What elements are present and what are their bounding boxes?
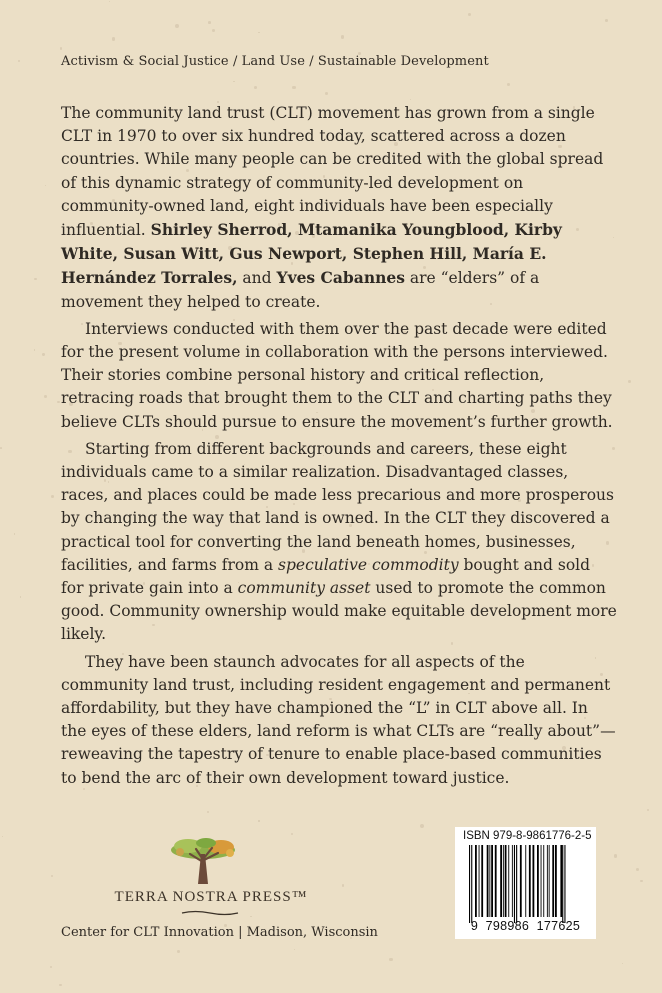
blurb-paragraph-3: Starting from different backgrounds and careers, these eight individuals came to a similar realization. Disadvantaged classes, races, and places could be made less precarious and more prosperous by changing the way that land is owned. In the CLT they discovered a practical tool for converting the land beneath homes, businesses, facilities, and farms from a speculative commodity bought and sold for private gain into a community asset used to promote the common good. Community ownership would make equitable development more likely.	[61, 439, 617, 644]
category-line: Activism & Social Justice / Land Use / Sustainable Development	[61, 54, 489, 69]
paper-speck	[207, 811, 209, 813]
paper-speck	[420, 824, 424, 828]
paper-speck	[291, 833, 293, 835]
blurb-paragraph-1: The community land trust (CLT) movement has grown from a single CLT in 1970 to over six hundred today, scattered across a dozen countries. While many people can be credited with the global spread of this dynamic strategy of community-led development on community-owned land, eight individuals have been especially influential. Shirley Sherrod, Mtamanika Youngblood, Kirby White, Susan Witt, Gus Newport, Stephen Hill, María E. Hernández Torrales, and Yves Cabannes are “elders” of a movement they helped to create.	[61, 104, 604, 311]
paper-speck	[2, 836, 4, 838]
publisher-location: Center for CLT Innovation | Madison, Wisconsin	[61, 925, 378, 940]
paper-speck	[50, 966, 52, 968]
paper-speck	[647, 809, 649, 811]
paper-speck	[258, 820, 259, 821]
barcode-bars	[467, 845, 587, 923]
paper-speck	[57, 401, 60, 404]
barcode-number: 9 798986 177625	[470, 919, 581, 933]
swash-divider	[180, 908, 240, 918]
paper-speck	[254, 86, 257, 89]
paper-speck	[60, 47, 62, 49]
elder-name-last: Yves Cabannes	[276, 268, 405, 288]
paper-speck	[622, 963, 623, 964]
paper-speck	[112, 37, 115, 40]
paper-speck	[292, 86, 296, 90]
blurb-paragraph-4: They have been staunch advocates for all aspects of the community land trust, including resident engagement and permanent affordability, but they have championed the “L” in CLT above all. In the eyes of these elders, land reform is what CLTs are “really about”—reweaving the tapestry of tenure to enable place-based communities to bend the arc of their own development toward justice.	[61, 652, 616, 787]
barcode-guard-bar	[471, 845, 472, 923]
barcode-guard-bar	[562, 845, 563, 923]
barcode-bar	[552, 845, 554, 917]
barcode-box	[455, 827, 596, 939]
paper-speck	[628, 380, 632, 384]
barcode-bar	[541, 845, 542, 917]
paper-speck	[614, 854, 618, 858]
barcode-bar	[512, 845, 513, 917]
barcode-guard-bar	[514, 845, 515, 923]
barcode-bar	[479, 845, 480, 917]
blurb-paragraph-2: Interviews conducted with them over the past decade were edited for the present volume in collaboration with the persons interviewed. Their stories combine personal history and critical reflection, retracing roads that brought them to the CLT and charting paths they believe CLTs should pursue to ensure the movement’s further growth.	[61, 319, 613, 431]
barcode-bar	[481, 845, 483, 917]
paper-speck	[640, 880, 642, 882]
barcode-bar	[503, 845, 504, 917]
paper-speck	[175, 24, 179, 28]
emphasis-speculative: speculative commodity	[278, 555, 459, 574]
isbn-label: ISBN 979-8-9861776-2-5	[463, 830, 592, 842]
barcode-bar	[475, 845, 477, 917]
paper-speck	[258, 32, 260, 34]
elder-names: Shirley Sherrod, Mtamanika Youngblood, Kirby White, Susan Witt, Gus Newport, Stephen Hill, María E. Hernández Torrales,	[61, 220, 562, 288]
barcode-guard-bar	[516, 845, 517, 923]
barcode-bar	[549, 845, 550, 917]
barcode-bar	[529, 845, 531, 917]
paper-speck	[44, 395, 47, 398]
barcode-bar	[537, 845, 539, 917]
paper-speck	[389, 958, 392, 961]
paper-speck	[18, 60, 20, 62]
paper-speck	[177, 950, 180, 953]
paper-speck	[250, 916, 251, 917]
paper-speck	[109, 1, 110, 2]
barcode-bar	[525, 845, 526, 917]
emphasis-community-asset: community asset	[237, 579, 371, 598]
barcode-bar	[547, 845, 548, 917]
publisher-name: TERRA NOSTRA PRESS™	[114, 889, 308, 905]
paper-speck	[636, 868, 639, 871]
paper-speck	[59, 984, 61, 986]
barcode-bar	[508, 845, 509, 917]
paper-speck	[233, 81, 234, 82]
paper-speck	[51, 875, 53, 877]
paper-speck	[51, 495, 54, 498]
paper-speck	[0, 447, 2, 449]
paper-speck	[341, 35, 345, 39]
barcode-guard-bar	[564, 845, 565, 923]
paper-speck	[294, 949, 295, 950]
paper-speck	[45, 185, 46, 186]
barcode-bar	[543, 845, 544, 917]
paper-speck	[208, 21, 211, 24]
paper-speck	[212, 29, 215, 32]
barcode-bar	[500, 845, 502, 917]
barcode-bar	[520, 845, 522, 917]
barcode-bar	[491, 845, 493, 917]
barcode-bar	[489, 845, 490, 917]
paper-speck	[20, 596, 22, 598]
paper-speck	[14, 533, 15, 534]
paper-speck	[34, 349, 36, 351]
barcode-bar	[487, 845, 489, 917]
paper-speck	[342, 884, 344, 886]
paper-speck	[507, 83, 510, 86]
barcode-bar	[505, 845, 507, 917]
barcode-guard-bar	[469, 845, 470, 923]
barcode-bar	[495, 845, 497, 917]
paper-speck	[605, 19, 608, 22]
barcode-bar	[533, 845, 535, 917]
tree-logo-icon	[158, 832, 248, 892]
barcode-bar	[560, 845, 562, 917]
paper-speck	[34, 278, 36, 280]
barcode-bar	[555, 845, 557, 917]
back-cover-blurb	[61, 102, 617, 790]
paper-speck	[468, 13, 471, 16]
paper-speck	[410, 99, 411, 100]
paper-speck	[325, 92, 328, 95]
paper-speck	[42, 353, 44, 355]
